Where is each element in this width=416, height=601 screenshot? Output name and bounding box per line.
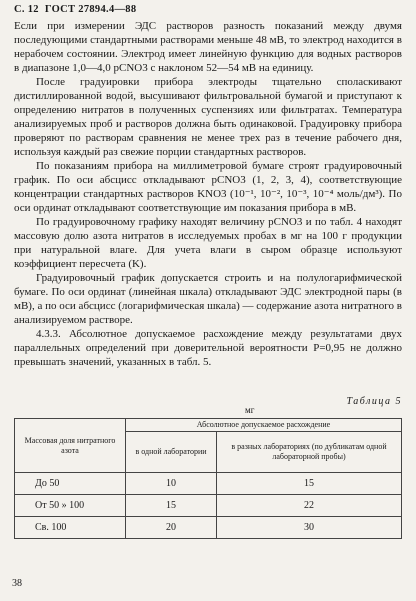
- paragraph: По градуировочному графику находят величину pCNO3 и по табл. 4 находят массовую долю азота нитратов в исследуемых пробах в мг на 100 г продукции при натуральной влаге. Для учета влаги в сыром образце используют коэффициент пересчета (K).: [14, 216, 402, 270]
- cell-value: 15: [217, 473, 402, 495]
- page-header: [14, 4, 136, 15]
- col-group-header: Абсолютное допускаемое расхождение: [126, 419, 402, 432]
- page-number: 38: [12, 578, 22, 589]
- cell-value: 30: [217, 517, 402, 539]
- paragraph: Если при измерении ЭДС растворов разность показаний между двумя последующими стандартными растворами меньше 48 мВ, то электрод находится в нерабочем состоянии. Электрод имеет линейную функцию для водных растворов в диапазоне 1,0—4,0 pCNO3 с наклоном 52—54 мВ на единицу.: [14, 20, 402, 74]
- table-unit: мг: [245, 405, 255, 415]
- paragraph: Градуировочный график допускается строить и на полулогарифмической бумаге. По оси ординат (линейная шкала) откладывают ЭДС электродной пары (в мВ), а по оси абсцисс (логарифмическая шкала) — содержание азота нитратного в анализируемом растворе.: [14, 272, 402, 326]
- table-row: [15, 517, 402, 539]
- paragraph: По показаниям прибора на миллиметровой бумаге строят градуировочный график. По оси абсцисс откладывают pCNO3 (1, 2, 3, 4), соответствующие концентрации стандартных растворов KNO3 (10⁻¹, 10⁻², 10⁻³, 10⁻⁴ моль/дм³). По оси ординат откладывают соответствующие им показания прибора в мВ.: [14, 160, 402, 214]
- paragraph: 4.3.3. Абсолютное допускаемое расхождение между результатами двух параллельных определений при доверительной вероятности P=0,95 не должно превышать значений, указанных в табл. 5.: [14, 328, 402, 368]
- document-body: [14, 19, 402, 369]
- col-header-different-labs: в разных лабораториях (по дубликатам одной лабораторной пробы): [217, 432, 402, 473]
- table-caption: Таблица 5: [346, 396, 402, 407]
- table-row: [15, 495, 402, 517]
- row-label: До 50: [15, 473, 126, 495]
- paragraph: После градуировки прибора электроды тщательно споласкивают дистиллированной водой, высушивают фильтровальной бумагой и приступают к определению нитратов в полученных суспензиях или фильтратах. Температура анализируемых проб и растворов должна быть одинаковой. Градуировку прибора проверяют по растворам сравнения не менее трех раз в течение рабочего дня, используя каждый раз свежие порции стандартных растворов.: [14, 76, 402, 158]
- cell-value: 15: [126, 495, 217, 517]
- row-label: Св. 100: [15, 517, 126, 539]
- page-prefix: С. 12: [14, 4, 39, 15]
- cell-value: 20: [126, 517, 217, 539]
- row-label: От 50 » 100: [15, 495, 126, 517]
- table-row: [15, 473, 402, 495]
- standard-code: ГОСТ 27894.4—88: [44, 4, 137, 15]
- tolerance-table: [14, 418, 402, 539]
- col-header-mass-fraction: Массовая доля нитратного азота: [15, 419, 126, 473]
- cell-value: 10: [126, 473, 217, 495]
- col-header-one-lab: в одной лаборатории: [126, 432, 217, 473]
- cell-value: 22: [217, 495, 402, 517]
